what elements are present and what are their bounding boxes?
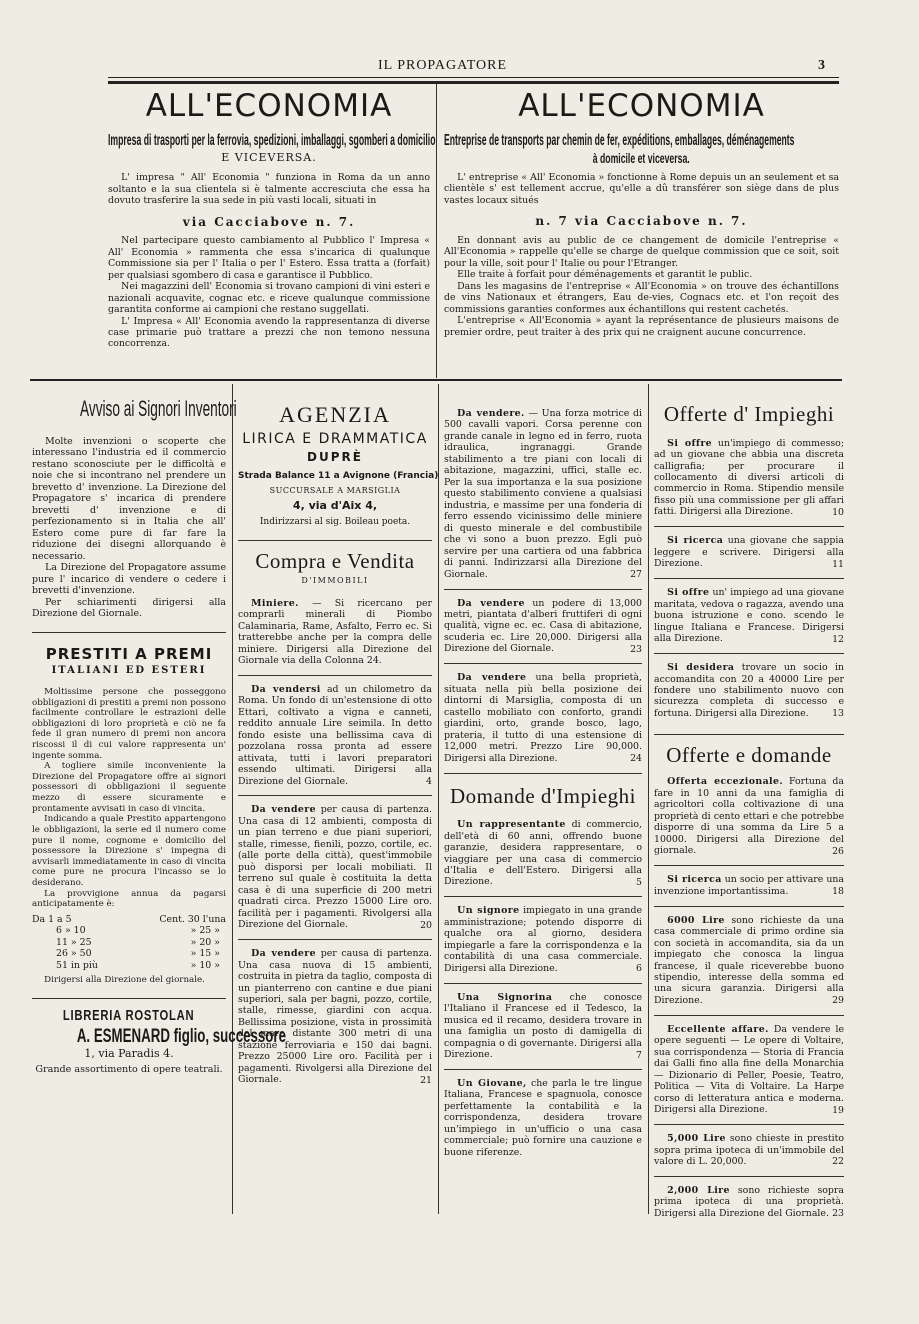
- economia-fr-p4: Dans les magasins de l'entreprise « All'Economia » on trouve des échantillons de vins Nationaux et étrangers, Eau de-vies, Cognacs etc. et l'on reçoit des commissions garanties conformes aux échantillons qui restent cachetés.: [444, 280, 839, 315]
- col3-domanda-3: Una Signorina che conosce l'Italiano il Francese ed il Tedesco, la musica ed il recamo, desidera trovare in una famiglia un posto di damigella di compagnia o di governante. Dirigersi alla Direzione.: [444, 991, 642, 1061]
- separator: [238, 540, 432, 541]
- economia-it-title: ALL'ECONOMIA: [145, 88, 393, 124]
- col3-domanda-4: Un Giovane, che parla le tre lingue Italiana, Francese e spagnuola, conosce perfettamente la contabilità e la corrispondenza, desidera trovare un'impiego in un'ufficio o una casa commerciale; può fornire una cauzione e buone riferenze.: [444, 1077, 642, 1158]
- compra-ad-3: Da vendere per causa di partenza. Una casa di 12 ambienti, composta di un pian terreno e due piani superiori, stalle, rimesse, fienili, pozzo, cortile, ec. (alle porte della città), quest'immobile può disporsi per locali mobiliati. Il terreno sul quale è costituita la detta casa è di una superficie di 200 metri quadrati circa. Prezzo 15000 Lire oro. facilità per i pagamenti. Rivolgersi alla Direzione del Giornale.: [238, 804, 433, 931]
- ad-number: 29: [832, 995, 844, 1007]
- prestiti-p4: La provvigione annua da pagarsi anticipatamente è:: [32, 888, 226, 910]
- economia-fr-subtitle: Entreprise de transports par chemin de fer, expéditions, emballages, déménagements: [444, 131, 795, 149]
- offerte-impieghi-title: Offerte d' Impieghi: [663, 402, 835, 426]
- ad-number: 4: [426, 776, 432, 788]
- newspaper-title: IL PROPAGATORE: [378, 58, 508, 73]
- separator: [238, 939, 432, 940]
- rule-top-thin: [108, 77, 839, 78]
- column-1: [32, 396, 286, 1076]
- column-divider-2: [438, 384, 439, 1214]
- economia-fr-p5: L'entreprise « All'Economia » ayant la représentance de plusieurs maisons de premier ordre, peut traiter à des prix qui ne craignent aucune concurrence.: [444, 315, 839, 338]
- rate-row: Da 1 a 5 Cent. 30 l'una: [32, 913, 226, 925]
- agenzia-branch-address: 4, via d'Aix 4,: [292, 499, 378, 513]
- ad-number: 7: [636, 1049, 642, 1061]
- economia-it-p3: Nei magazzini dell' Economia si trovano campioni di vini esteri e nazionali acquavite, cognac etc. e riceve qualunque commissione garantita conforme ai campioni che restano suggellati.: [108, 281, 430, 316]
- inventori-p3: Per schiarimenti dirigersi alla Direzione del Giornale.: [32, 596, 226, 620]
- column-3: [444, 408, 642, 1158]
- economia-it-address: via Cacciabove n. 7.: [182, 214, 356, 229]
- ad-number: 19: [832, 1104, 844, 1116]
- rates-table: [32, 914, 226, 971]
- separator: [654, 906, 844, 907]
- page-number: 3: [818, 58, 826, 73]
- ad-number: 22: [832, 1156, 844, 1168]
- economia-fr-p1: L' entreprise « All' Economia » fonctionne à Rome depuis un an seulement et sa clientèle s' est tellement accrue, qu'elle a dû transférer son siège dans de plus vastes locaux situés: [444, 171, 839, 206]
- separator: [32, 632, 226, 633]
- separator: [654, 526, 844, 527]
- col4-domanda-6: 2,000 Lire sono richieste sopra prima ipoteca di una proprietà. Dirigersi alla Direzione del Giornale.: [654, 1184, 844, 1219]
- col4-domanda-5: 5,000 Lire sono chieste in prestito sopra prima ipoteca di un'immobile del valore di L. 20,000.: [654, 1133, 844, 1167]
- col4-offerta-2: Si ricerca una giovane che sappia leggere e scrivere. Dirigersi alla Direzione.: [654, 535, 844, 570]
- agenzia-street: Strada Balance 11 a Avignone (Francia): [238, 470, 439, 481]
- ad-number: 26: [832, 845, 844, 857]
- separator: [444, 663, 642, 664]
- compra-ad-1: Miniere. — Si ricercano per comprarli minerali di Piombo Calaminaria, Rame, Asfalto, Ferro ec. Si tratterebbe anche per la compra delle miniere. Dirigersi alla Direzione del Giornale via della Colonna 24.: [238, 597, 432, 667]
- prestiti-p1: Moltissime persone che posseggono obbligazioni di prestiti a premi non possono facilmente controllare le estrazioni delle obbligazioni di loro proprietà e ciò ne fa fede il gran numero di premi non ancora riscossi il di cui valore rappresenta un' ingente somma.: [32, 686, 226, 761]
- offerte-domande-title: Offerte e domande: [666, 742, 832, 767]
- separator: [654, 1176, 844, 1177]
- compra-subtitle: D'IMMOBILI: [301, 576, 369, 586]
- ad-number: 18: [832, 886, 844, 898]
- prestiti-title: PRESTITI A PREMI: [45, 644, 213, 663]
- col4-domanda-3: 6000 Lire sono richieste da una casa commerciale di primo ordine sia con società in accomandita, sia da un impiegato che conosca la lingua francese, il quale riceverebbe buono stipendio, interesse della somma ed una sicura garanzia. Dirigersi alla Direzione.: [654, 914, 845, 1006]
- economia-it-p4: L' Impresa « All' Economia avendo la rappresentanza di diverse case primarie può trattare a prezzi che non temono nessuna concorrenza.: [108, 315, 430, 350]
- agenzia-name: DUPRÈ: [307, 449, 363, 464]
- agenzia-title: AGENZIA: [279, 402, 391, 427]
- separator: [238, 795, 432, 796]
- prestiti-p2: A togliere simile inconveniente la Direzione del Propagatore offre ai signori possessori di obbligazioni il seguente mezzo di essere sicuramente e prontamente avvisati in caso di vincita.: [32, 761, 226, 814]
- col4-offerta-3: Si offre un' impiego ad una giovane maritata, vedova o ragazza, avendo una buona istruzione e cono. scendo le lingue Italiana e Francese. Dirigersi alla Direzione.: [654, 587, 844, 645]
- agenzia-subtitle: LIRICA E DRAMMATICA: [242, 430, 428, 447]
- economia-it-subtitle2: E VICEVERSA.: [221, 150, 317, 164]
- col4-domanda-4: Eccellente affare. Da vendere le opere seguenti — Le opere di Voltaire, sua corrispondenza — Storia di Francia dai Galli fino alla fine della Monarchia — Dizionario di Peller, Poesie, Teatro, Politica — Vita di Voltaire. La Harpe corso di letteratura antica e moderna. Dirigersi alla Direzione.: [654, 1023, 844, 1116]
- compra-title: Compra e Vendita: [255, 548, 415, 573]
- compra-ad-2: Da vendersi ad un chilometro da Roma. Un fondo di un'estensione di otto Ettari, coltivato a vigna e canneti, reddito annuale Lire seimila. In detto fondo esiste una bellissima cava di pozzolana rossa pronta ad essere attivata, tutti i lavori preparatori essendo ultimati. Dirigersi alla Direzione del Giornale.: [238, 683, 432, 787]
- rule-under-top: [30, 379, 842, 381]
- inventori-p1: Molte invenzioni o scoperte che interessano l'industria ed il commercio restano sconosciute per le difficoltà e noie che si incontrano nel prendere un brevetto d' invenzione. La Direzione del Propagatore s' incarica di prendere brevetti d' invenzione e di perfezionamento si in Italia che all' Estero come pure di far fare la riduzione dei disegni allorquando è necessario.: [32, 436, 226, 562]
- separator: [654, 578, 844, 579]
- separator: [444, 896, 642, 897]
- separator: [444, 589, 642, 590]
- rule-top-thick: [108, 81, 839, 84]
- ad-number: 11: [832, 558, 844, 570]
- economia-it-p2: Nel partecipare questo cambiamento al Pubblico l' Impresa « All' Economia » rammenta che essa s'incarica di qualunque Commissione sia per l' Italia o per l' Estero. Essa tratta a (forfait) per qualsiasi sgombero di casa e garantisce il Pubblico.: [108, 235, 430, 281]
- libreria-address: 1, via Paradis 4.: [84, 1046, 174, 1060]
- col3-ad-3: Da vendere una bella proprietà, situata nella più bella posizione dei dintorni di Marsiglia, composta di un castello mobiliato con conforto, grandi giardini, orto, grande bosco, lago, prateria, il tutto di una estensione di 12,000 metri. Prezzo Lire 90,000. Dirigersi alla Direzione.: [444, 672, 643, 764]
- ad-number: 6: [636, 963, 642, 975]
- column-4: [654, 402, 844, 1220]
- inventori-p2: La Direzione del Propagatore assume pure l' incarico di vendere o cedere i brevetti d'invenzione.: [32, 562, 226, 597]
- col3-ad-2: Da vendere un podere di 13,000 metri, piantata d'alberi fruttiferi di ogni qualità, vigne ec. ec. Casa di abitazione, scuderia ec. Lire 20,000. Dirigersi alla Direzione del Giornale.: [444, 597, 643, 655]
- col3-domanda-2: Un signore impiegato in una grande amministrazione; potendo disporre di qualche ora al giorno, desidera impiegarle a fare la corrispondenza e la contabilità di una casa commerciale. Dirigersi alla Direzione.: [444, 905, 643, 974]
- ad-number: 24: [630, 753, 642, 765]
- column-divider-3: [648, 384, 649, 1214]
- col4-domanda-2: Si ricerca un socio per attivare una invenzione importantissima.: [654, 874, 844, 897]
- compra-ad-4: Da vendere per causa di partenza. Una casa nuova di 15 ambienti, costruita in pietra da taglio, composta di un pianterreno con cantine e due piani superiori, sala per bagni, pozzo, cortile, stalle, rimesse, giardini con acqua. Bellissima posizione, vista in prossimità del mare distante 300 metri di una stazione ferroviaria e 150 dai bagni. Prezzo 25000 Lire oro. Facilità per i pagamenti. Rivolgersi alla Direzione del Giornale.: [238, 948, 433, 1086]
- col4-offerta-4: Si desidera trovare un socio in accomandita con 20 a 40000 Lire per fondere uno stabilimento nuovo con sicurezza completa di successo e fortuna. Dirigersi alla Direzione.: [654, 662, 845, 719]
- ad-number: 21: [420, 1074, 432, 1086]
- economia-fr-p2: En donnant avis au public de ce changement de domicile l'entreprise « All'Economia » rappelle qu'elle se charge de quelque commission que ce soit, soit pour la ville, soit pour l' Italie ou pour l'Etranger.: [444, 234, 839, 269]
- economia-fr-title: ALL'ECONOMIA: [518, 88, 765, 124]
- agenzia-branch: SUCCURSALE A MARSIGLIA: [269, 485, 401, 495]
- ad-number: 20: [420, 919, 432, 931]
- top-column-divider: [436, 84, 437, 378]
- domande-impieghi-title: Domande d'Impieghi: [450, 783, 636, 808]
- ad-number: 13: [832, 708, 844, 720]
- separator: [654, 1124, 844, 1125]
- libreria-name: A. ESMENARD figlio, successore: [76, 1025, 286, 1047]
- ad-number: 5: [636, 876, 642, 888]
- economia-it-p1: L' impresa " All' Economia " funziona in Roma da un anno soltanto e la sua clientela si è talmente accresciuta che essa ha dovuto trasferire la sua sede in più vasti locali, situati in: [108, 172, 430, 207]
- separator: [654, 734, 844, 735]
- col3-ad-1: Da vendere. — Una forza motrice di 500 cavalli vapori. Corsa perenne con grande canale in legno ed in ferro, ruota idraulica, ingranaggi. Grande stabilimento a tre piani con locali di abitazione, magazzini, uffici, stalle ec. Per la sua importanza e la sua posizione questo stabilimento conviene a qualsiasi industria, e massime per una fonderia di ferro essendo vicinissimo delle miniere di questo minerale e del combustibile che vi sono a buon prezzo. Egli può servire per una cartiera od una fabbrica di panni. Indirizzarsi alla Direzione del Giornale.: [444, 408, 643, 580]
- libreria-title: LIBRERIA ROSTOLAN: [63, 1006, 195, 1024]
- column-divider-1: [232, 384, 233, 1214]
- separator: [32, 998, 226, 999]
- rate-row: 6 » 10 » 25 »: [56, 925, 220, 937]
- ad-number: 10: [832, 506, 844, 518]
- separator: [654, 653, 844, 654]
- economia-it-subtitle: Impresa di trasporti per la ferrovia, spedizioni, imballaggi, sgomberi a domicilio: [108, 131, 436, 149]
- column-2: [238, 402, 439, 1086]
- separator: [444, 983, 642, 984]
- separator: [444, 773, 642, 774]
- ad-number: 23: [832, 1208, 844, 1220]
- separator: [654, 865, 844, 866]
- col4-domanda-1: Offerta eccezionale. Fortuna da fare in 10 anni da una famiglia di agricoltori colla coltivazione di una proprietà di cento ettari e che potrebbe disporre di una somma da Lire 5 a 10000. Dirigersi alla Direzione del giornale.: [654, 776, 844, 857]
- separator: [444, 1069, 642, 1070]
- prestiti-p5: Dirigersi alla Direzione del giornale.: [44, 975, 205, 986]
- ad-number: 23: [630, 643, 642, 655]
- agenzia-contact: Indirizzarsi al sig. Boileau poeta.: [259, 516, 411, 527]
- col4-offerta-1: Si offre un'impiego di commesso; ad un giovane che abbia una discreta calligrafia; per procurare il collocamento di diversi articoli di commercio in Roma. Stipendio mensile fisso più una commissione per gli affari fatti. Dirigersi alla Direzione.: [654, 437, 844, 518]
- inventori-title: Avviso ai Signori Inventori: [80, 396, 237, 421]
- economia-fr-p3: Elle traite à forfait pour déménagements et garantit le public.: [457, 269, 753, 281]
- separator: [654, 1015, 844, 1016]
- rate-row: 26 » 50 » 15 »: [56, 948, 220, 960]
- ad-number: 27: [630, 569, 642, 581]
- separator: [238, 675, 432, 676]
- economia-french-ad: [444, 88, 839, 338]
- col3-domanda-1: Un rappresentante di commercio, dell'età di 60 anni, offrendo buone garanzie, desidera rappresentare, o viaggiare per una casa di commercio d'Italia e dell'Estero. Dirigersi alla Direzione.: [444, 819, 642, 888]
- prestiti-subtitle: ITALIANI ED ESTERI: [51, 664, 207, 676]
- rate-row: 51 in più » 10 »: [56, 959, 220, 971]
- libreria-tagline: Grande assortimento di opere teatrali.: [35, 1064, 223, 1076]
- economia-fr-address: n. 7 via Cacciabove n. 7.: [535, 214, 748, 229]
- economia-italian-ad: [108, 88, 436, 350]
- economia-fr-subtitle2: à domicile et viceversa.: [593, 149, 690, 166]
- ad-number: 12: [832, 633, 844, 645]
- rate-row: 11 » 25 » 20 »: [56, 936, 220, 948]
- prestiti-p3: Indicando a quale Prestito appartengono le obbligazioni, la serie ed il numero come pure il nome, cognome e domicilio del possessore la Direzione s' impegna di avvisarli immediatamente in caso di vincita come pure ne procura l'incasso se lo desiderano.: [32, 814, 226, 888]
